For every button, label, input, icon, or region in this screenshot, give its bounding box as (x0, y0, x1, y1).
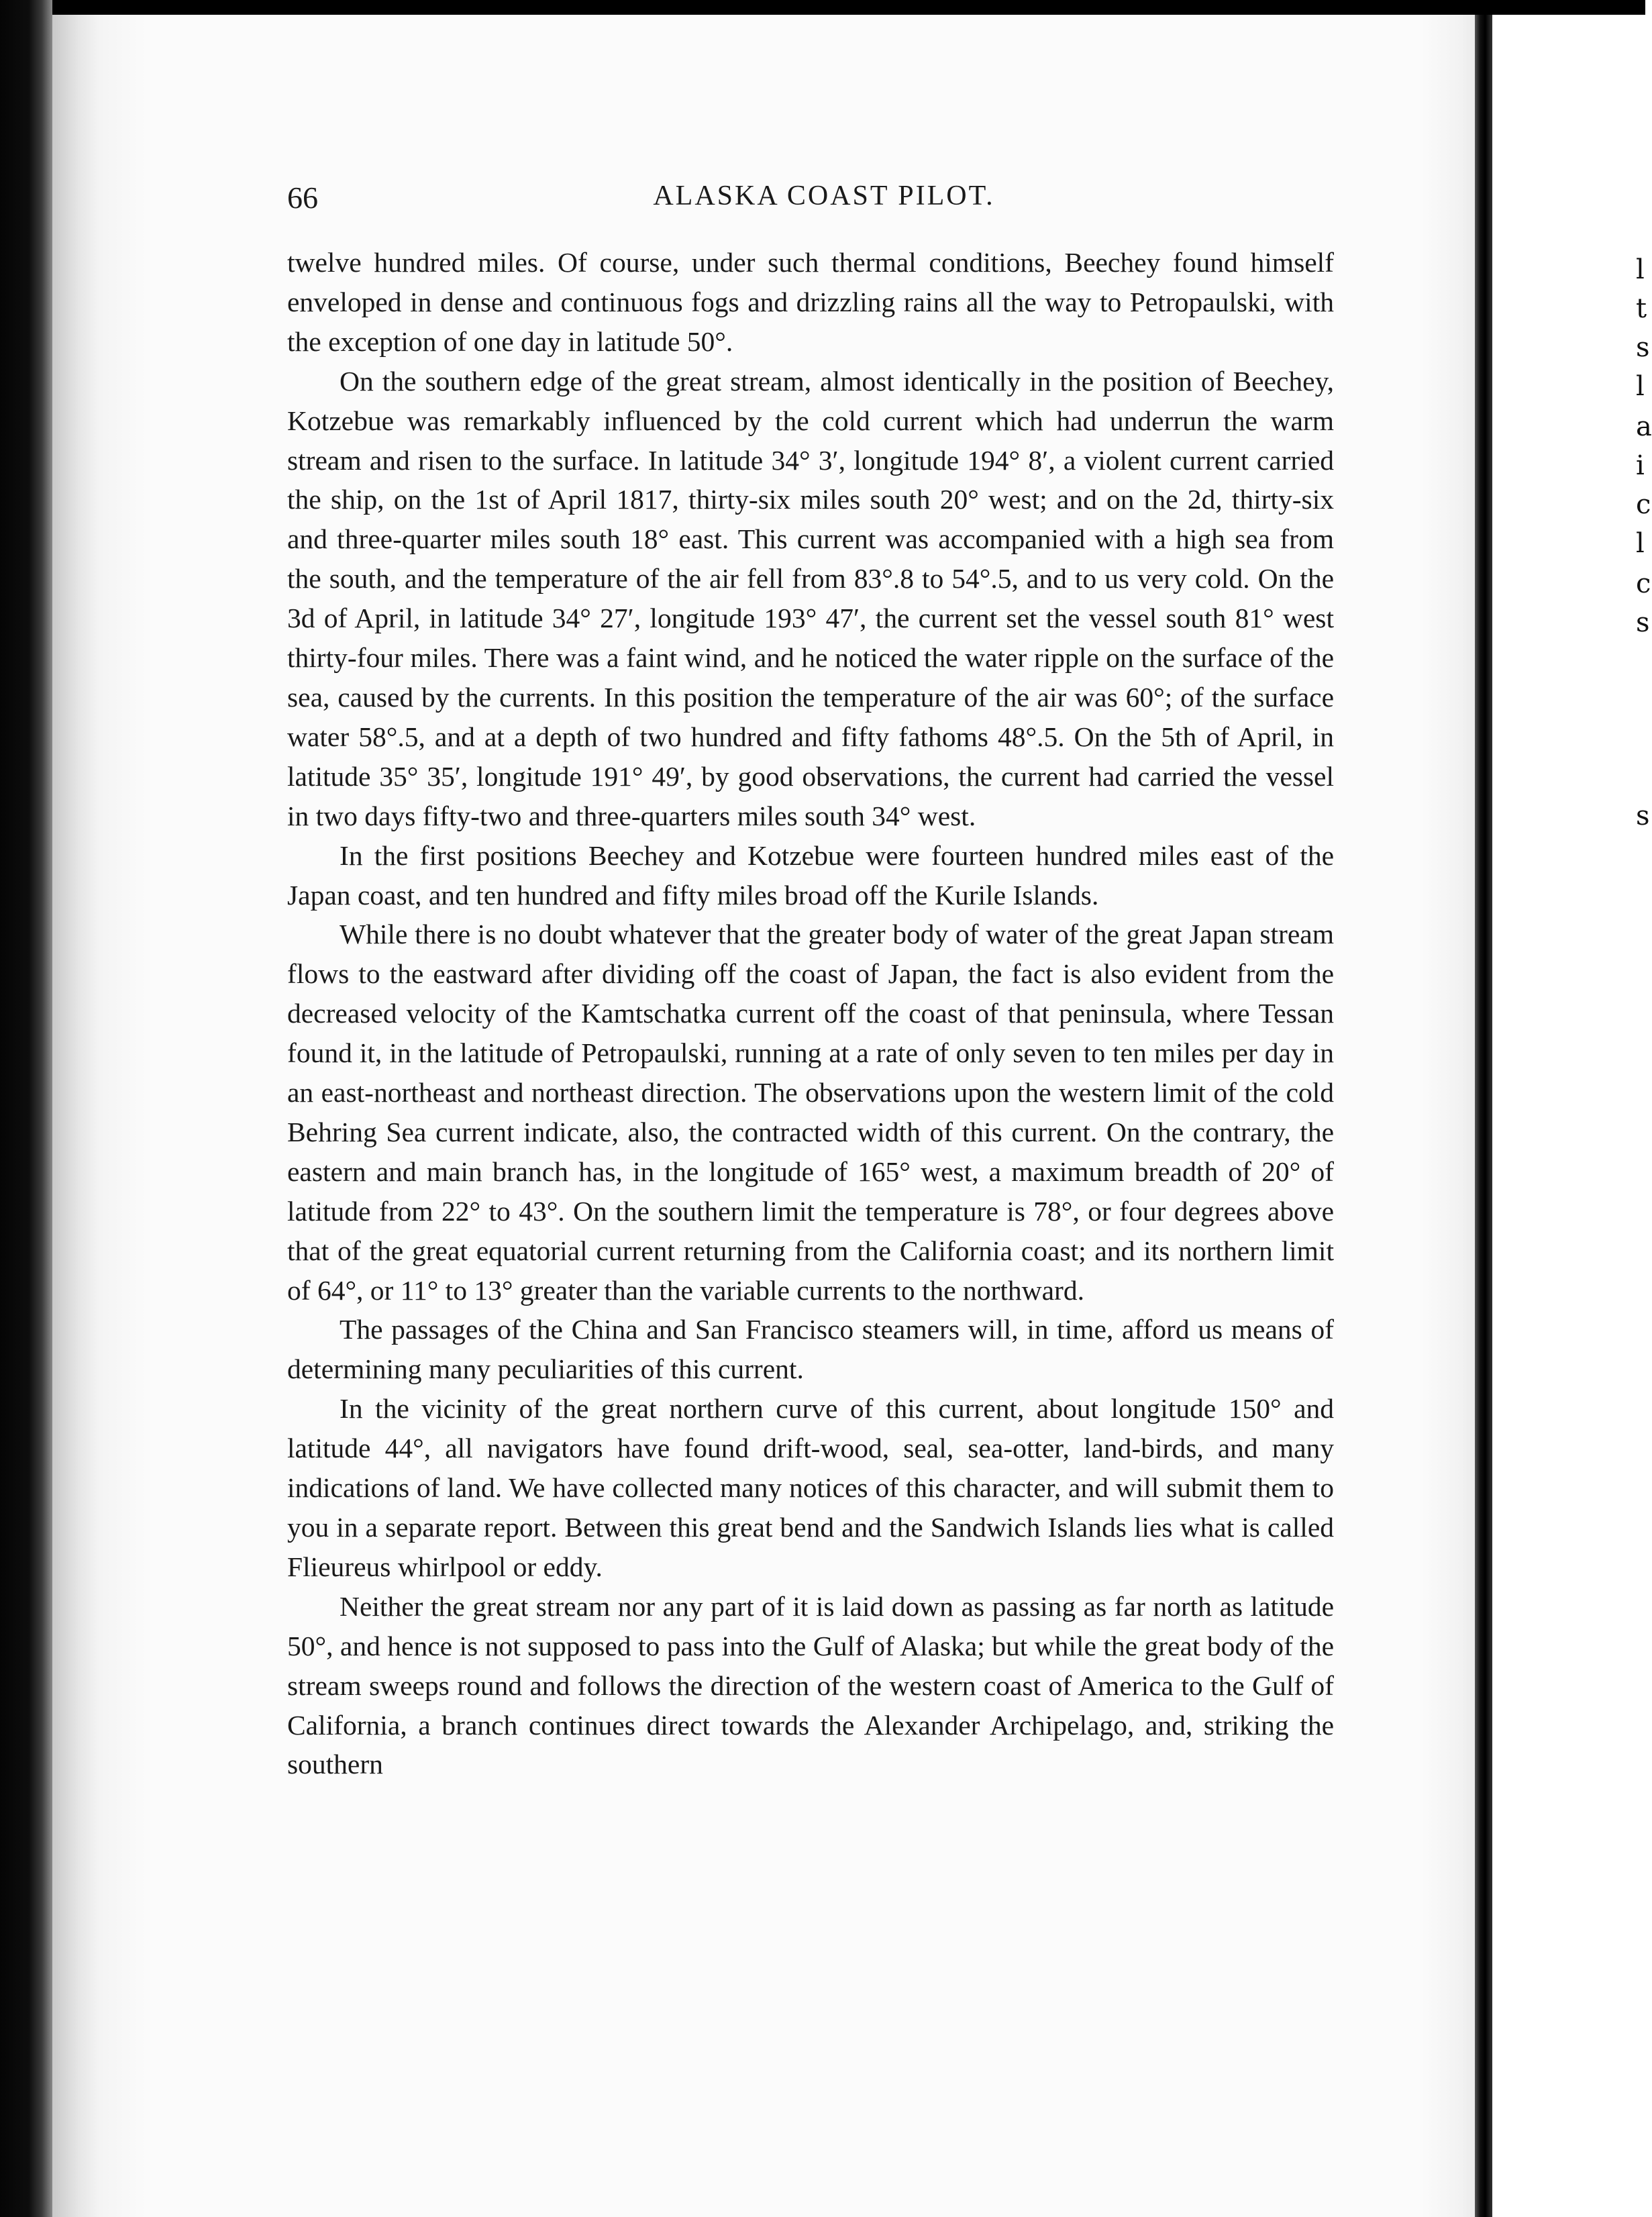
next-page-char: s (1636, 607, 1650, 638)
body-text (287, 243, 1334, 1784)
next-page-char: l (1636, 528, 1645, 559)
next-page-char: c (1636, 489, 1651, 520)
paragraph: While there is no doubt whatever that the greater body of water of the great Japan stream flows to the eastward after dividing off the coast of Japan, the fact is also evident from the decreased velocity of the Kamtschatka current off the coast of that peninsula, where Tessan found it, in the latitude of Petropaulski, running at a rate of only seven to ten miles per day in an east-northeast and northeast direction. The observations upon the western limit of the cold Behring Sea current indicate, also, the contracted width of this current. On the contrary, the eastern and main branch has, in the longitude of 165° west, a maximum breadth of 20° of latitude from 22° to 43°. On the southern limit the temperature is 78°, or four degrees above that of the great equatorial current returning from the California coast; and its northern limit of 64°, or 11° to 13° greater than the variable currents to the northward. (287, 919, 1334, 1306)
next-page-char: l (1636, 371, 1645, 402)
scanner-top-border (0, 0, 1645, 15)
next-page-char: a (1636, 411, 1652, 442)
next-page-char: i (1636, 450, 1645, 481)
paragraph: In the first positions Beechey and Kotzebue were fourteen hundred miles east of the Japan coast, and ten hundred and fifty miles broad off the Kurile Islands. (287, 839, 1334, 911)
paragraph: The passages of the China and San Francisco steamers will, in time, afford us means of determining many peculiarities of this current. (287, 1314, 1334, 1385)
paragraph: Neither the great stream nor any part of it is laid down as passing as far north as latitude 50°, and hence is not supposed to pass into the Gulf of Alaska; but while the great body of the stream sweeps round and follows the direction of the western coast of America to the Gulf of California, a branch continues direct towards the Alexander Archipelago, and, striking the southern (287, 1590, 1334, 1780)
running-header (287, 180, 1334, 220)
book-spine-shadow (0, 0, 52, 2217)
next-page-char: l (1636, 254, 1645, 285)
running-title: ALASKA COAST PILOT. (653, 181, 995, 211)
page-gutter (1475, 15, 1492, 2217)
paragraph: On the southern edge of the great stream, almost identically in the position of Beechey, Kotzebue was remarkably influenced by the cold current which had underrun the warm stream and risen to the surface. In latitude 34° 3′, longitude 194° 8′, a violent current carried the ship, on the 1st of April 1817, thirty-six miles south 20° west; and on the 2d, thirty-six and three-quarter miles south 18° east. This current was accompanied with a high sea from the south, and the temperature of the air fell from 83°.8 to 54°.5, and to us very cold. On the 3d of April, in latitude 34° 27′, longitude 193° 47′, the current set the vessel south 81° west thirty-four miles. There was a faint wind, and he noticed the water ripple on the surface of the sea, caused by the currents. In this position the temperature of the air was 60°; of the surface water 58°.5, and at a depth of two hundred and fifty fathoms 48°.5. On the 5th of April, in latitude 35° 35′, longitude 191° 49′, by good observations, the current had carried the vessel in two days fifty-two and three-quarters miles south 34° west. (287, 365, 1334, 831)
next-page-char: s (1636, 801, 1650, 831)
next-page-char: s (1636, 332, 1650, 363)
next-page-char: t (1636, 293, 1647, 324)
page-number: 66 (287, 181, 318, 215)
next-page-edge (1492, 15, 1645, 2217)
paragraph: twelve hundred miles. Of course, under such thermal conditions, Beechey found himself enveloped in dense and continuous fogs and drizzling rains all the way to Petropaulski, with the exception of one day in latitude 50°. (287, 247, 1334, 357)
paragraph: In the vicinity of the great northern curve of this current, about longitude 150° and latitude 44°, all navigators have found drift-wood, seal, sea-otter, land-birds, and many indications of land. We have collected many notices of this character, and will submit them to you in a separate report. Between this great bend and the Sandwich Islands lies what is called Flieureus whirlpool or eddy. (287, 1393, 1334, 1582)
next-page-char: c (1636, 568, 1651, 599)
